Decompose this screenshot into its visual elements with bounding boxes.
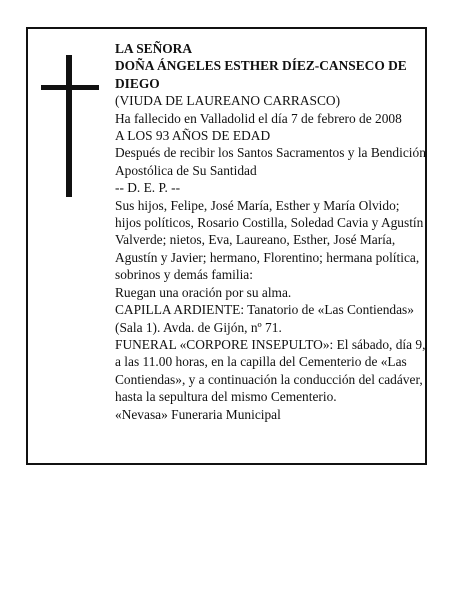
obituary-text — [115, 40, 427, 423]
funeral-home-line: «Nevasa» Funeraria Municipal — [115, 406, 281, 422]
sacraments-line: Después de recibir los Santos Sacramentos y la Bendición Apostólica de Su Santidad — [115, 145, 426, 178]
prayer-line: Ruegan una oración por su alma. — [115, 284, 292, 300]
cross-vertical-bar — [66, 55, 72, 197]
obituary-notice — [26, 27, 427, 465]
widow-line: (VIUDA DE LAUREANO CARRASCO) — [115, 93, 341, 109]
age-line: A LOS 93 AÑOS DE EDAD — [115, 128, 271, 144]
notice-title: LA SEÑORA — [115, 41, 193, 56]
deceased-name: DOÑA ÁNGELES ESTHER DÍEZ-CANSECO DE DIEGO — [115, 58, 407, 91]
funeral-paragraph: FUNERAL «CORPORE INSEPULTO»: El sábado, día 9, a las 11.00 horas, en la capilla del Cementerio de «Las Contiendas», y a continuación la conducción del cadáver, hasta la sepultura del mismo Cementerio. — [115, 336, 426, 405]
family-paragraph: Sus hijos, Felipe, José María, Esther y María Olvido; hijos políticos, Rosario Costilla, Soledad Cavia y Agustín Valverde; nietos, Eva, Laureano, Esther, José María, Agustín y Javier; hermano, Florentino; hermana política, sobrinos y demás familia: — [115, 197, 424, 283]
chapel-paragraph: CAPILLA ARDIENTE: Tanatorio de «Las Contiendas» (Sala 1). Avda. de Gijón, nº 71. — [115, 302, 414, 335]
cross-icon — [41, 55, 99, 197]
cross-horizontal-bar — [41, 85, 99, 90]
rip-line: -- D. E. P. -- — [115, 180, 181, 196]
death-line: Ha fallecido en Valladolid el día 7 de febrero de 2008 — [115, 110, 402, 126]
